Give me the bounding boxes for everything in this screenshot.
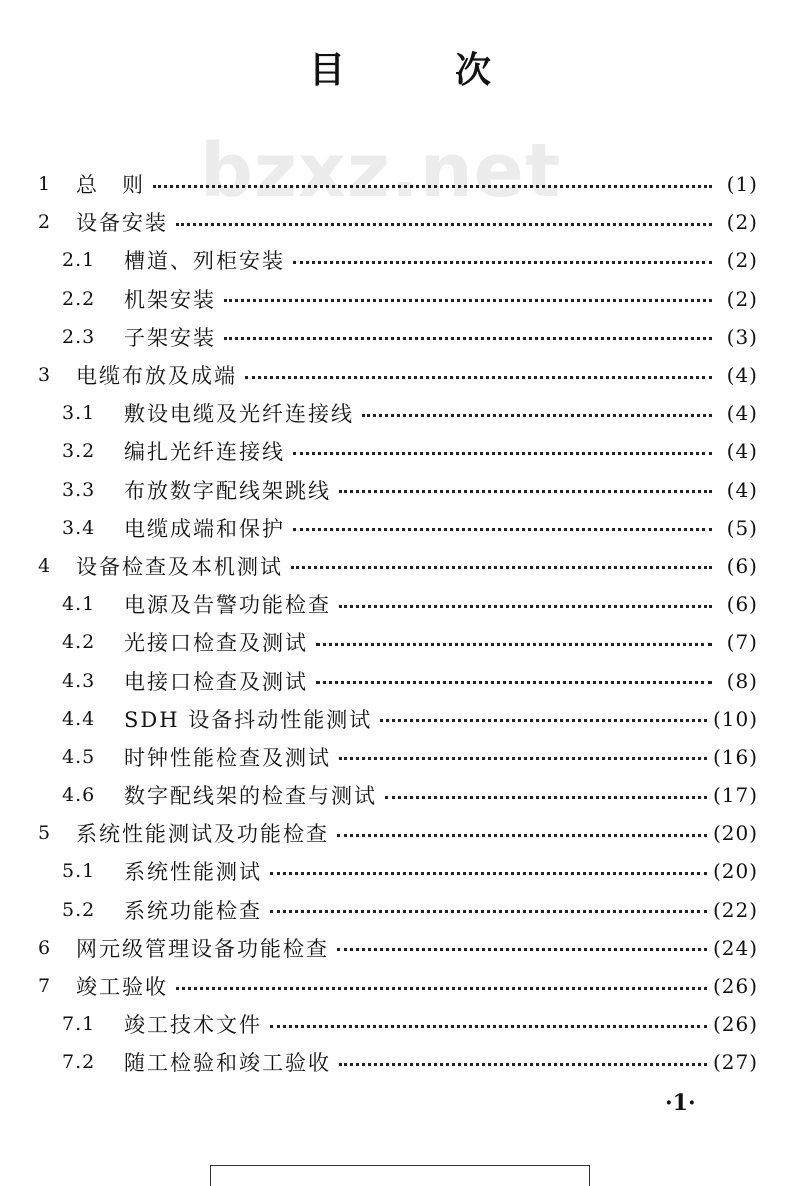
toc-entry[interactable] bbox=[38, 394, 758, 432]
dot-leader bbox=[293, 452, 712, 455]
toc-entry-number: 4.2 bbox=[62, 631, 96, 654]
toc-entry-number: 3.1 bbox=[62, 402, 96, 425]
toc-entry-number: 4 bbox=[38, 554, 52, 577]
page-number: ·1· bbox=[665, 1090, 696, 1116]
toc-entry-label: 布放数字配线架跳线 bbox=[124, 478, 331, 503]
dot-leader bbox=[385, 796, 707, 799]
toc-entry-label: 光接口检查及测试 bbox=[124, 631, 308, 656]
toc-entry-number: 7.2 bbox=[62, 1051, 96, 1074]
toc-entry-page: (8) bbox=[726, 668, 758, 693]
dot-leader bbox=[339, 490, 712, 493]
toc-entry-label: 编扎光纤连接线 bbox=[124, 440, 285, 465]
toc-entry-label: SDH 设备抖动性能测试 bbox=[124, 707, 373, 732]
dot-leader bbox=[245, 376, 712, 379]
toc-entry[interactable] bbox=[38, 585, 758, 623]
toc-entry-number: 7.1 bbox=[62, 1013, 96, 1036]
dot-leader bbox=[337, 834, 707, 837]
toc-entry[interactable] bbox=[38, 432, 758, 470]
toc-entry[interactable] bbox=[38, 241, 758, 279]
toc-entry-number: 5 bbox=[38, 822, 52, 845]
toc-entry-page: (26) bbox=[712, 974, 758, 999]
toc-entry-number: 2 bbox=[38, 211, 52, 234]
dot-leader bbox=[153, 185, 712, 188]
toc-entry-label: 随工检验和竣工验收 bbox=[124, 1051, 331, 1076]
dot-leader bbox=[316, 643, 712, 646]
toc-entry-label: 敷设电缆及光纤连接线 bbox=[124, 402, 354, 427]
toc-entry-page: (4) bbox=[726, 439, 758, 464]
dot-leader bbox=[224, 299, 712, 302]
toc-entry-label: 电缆成端和保护 bbox=[124, 516, 285, 541]
toc-entry-number: 4.1 bbox=[62, 593, 96, 616]
toc-entry-page: (7) bbox=[726, 630, 758, 655]
toc-entry[interactable] bbox=[38, 280, 758, 318]
title-char-1: 目 bbox=[308, 50, 345, 91]
toc-entry-page: (17) bbox=[712, 783, 758, 808]
toc-entry-page: (16) bbox=[712, 744, 758, 769]
toc-entry-label: 槽道、列柜安装 bbox=[124, 249, 285, 274]
dot-leader bbox=[337, 948, 707, 951]
toc-entry-label: 总 则 bbox=[76, 173, 145, 198]
toc-entry[interactable] bbox=[38, 471, 758, 509]
dot-leader bbox=[291, 566, 712, 569]
toc-entry-page: (20) bbox=[712, 859, 758, 884]
toc-entry-number: 4.4 bbox=[62, 707, 96, 730]
toc-entry-label: 系统性能测试 bbox=[124, 860, 262, 885]
toc-entry-label: 电接口检查及测试 bbox=[124, 669, 308, 694]
toc-entry-label: 竣工技术文件 bbox=[124, 1013, 262, 1038]
toc-entry[interactable] bbox=[38, 547, 758, 585]
toc-entry-page: (5) bbox=[726, 515, 758, 540]
toc-entry-page: (4) bbox=[726, 363, 758, 388]
toc-entry[interactable] bbox=[38, 738, 758, 776]
toc-entry-number: 3.2 bbox=[62, 440, 96, 463]
toc-entry-label: 设备安装 bbox=[76, 211, 168, 236]
dot-leader bbox=[380, 719, 707, 722]
toc-entry-number: 3.3 bbox=[62, 478, 96, 501]
footer-box bbox=[210, 1165, 590, 1186]
toc-entry-number: 2.3 bbox=[62, 325, 96, 348]
toc-entry-label: 系统功能检查 bbox=[124, 898, 262, 923]
toc-entry[interactable] bbox=[38, 203, 758, 241]
toc-entry[interactable] bbox=[38, 929, 758, 967]
toc-entry-page: (20) bbox=[712, 821, 758, 846]
toc-entry-number: 1 bbox=[38, 173, 52, 196]
toc-entry-number: 3 bbox=[38, 364, 52, 387]
toc-entry-number: 5.1 bbox=[62, 860, 96, 883]
dot-leader bbox=[293, 261, 712, 264]
toc-entry-page: (4) bbox=[726, 477, 758, 502]
toc-entry-page: (2) bbox=[726, 286, 758, 311]
dot-leader bbox=[339, 605, 712, 608]
toc-entry-page: (27) bbox=[712, 1050, 758, 1075]
toc-entry-label: 竣工验收 bbox=[76, 975, 168, 1000]
toc-entry[interactable] bbox=[38, 852, 758, 890]
toc-entry-page: (10) bbox=[712, 706, 758, 731]
toc-entry[interactable] bbox=[38, 967, 758, 1005]
page-title bbox=[0, 42, 800, 93]
dot-leader bbox=[270, 872, 707, 875]
toc-entry-number: 5.2 bbox=[62, 898, 96, 921]
toc-entry[interactable] bbox=[38, 623, 758, 661]
dot-leader bbox=[339, 757, 707, 760]
toc-entry-page: (6) bbox=[726, 592, 758, 617]
toc-entry[interactable] bbox=[38, 356, 758, 394]
toc-entry[interactable] bbox=[38, 661, 758, 699]
toc-entry-number: 6 bbox=[38, 936, 52, 959]
toc-entry[interactable] bbox=[38, 700, 758, 738]
toc-entry-label: 系统性能测试及功能检查 bbox=[76, 822, 329, 847]
toc-entry-number: 4.5 bbox=[62, 745, 96, 768]
toc-entry[interactable] bbox=[38, 1005, 758, 1043]
dot-leader bbox=[362, 414, 712, 417]
toc-entry[interactable] bbox=[38, 891, 758, 929]
toc-entry-page: (6) bbox=[726, 553, 758, 578]
dot-leader bbox=[224, 337, 712, 340]
toc-entry-number: 2.2 bbox=[62, 287, 96, 310]
toc-entry-page: (1) bbox=[726, 172, 758, 197]
toc-entry-label: 子架安装 bbox=[124, 325, 216, 350]
dot-leader bbox=[339, 1063, 707, 1066]
toc-entry-number: 4.6 bbox=[62, 784, 96, 807]
dot-leader bbox=[270, 1025, 707, 1028]
toc-entry-label: 机架安装 bbox=[124, 287, 216, 312]
toc-entry-page: (2) bbox=[726, 210, 758, 235]
toc-entry-number: 4.3 bbox=[62, 669, 96, 692]
toc-entry-number: 2.1 bbox=[62, 249, 96, 272]
toc-entry-label: 数字配线架的检查与测试 bbox=[124, 784, 377, 809]
dot-leader bbox=[270, 910, 707, 913]
table-of-contents bbox=[38, 165, 758, 1082]
toc-entry-label: 电源及告警功能检查 bbox=[124, 593, 331, 618]
toc-entry-page: (4) bbox=[726, 401, 758, 426]
toc-entry[interactable] bbox=[38, 1043, 758, 1081]
toc-entry[interactable] bbox=[38, 165, 758, 203]
toc-entry[interactable] bbox=[38, 318, 758, 356]
toc-entry[interactable] bbox=[38, 509, 758, 547]
toc-entry-label: 网元级管理设备功能检查 bbox=[76, 936, 329, 961]
toc-entry-page: (22) bbox=[712, 897, 758, 922]
dot-leader bbox=[176, 987, 707, 990]
toc-entry-number: 7 bbox=[38, 975, 52, 998]
toc-entry-page: (3) bbox=[726, 324, 758, 349]
toc-entry-page: (26) bbox=[712, 1012, 758, 1037]
dot-leader bbox=[293, 528, 712, 531]
toc-entry-page: (2) bbox=[726, 248, 758, 273]
toc-entry-number: 3.4 bbox=[62, 516, 96, 539]
dot-leader bbox=[176, 223, 712, 226]
toc-entry-label: 电缆布放及成端 bbox=[76, 364, 237, 389]
toc-entry-label: 设备检查及本机测试 bbox=[76, 554, 283, 579]
dot-leader bbox=[316, 681, 712, 684]
toc-entry-label: 时钟性能检查及测试 bbox=[124, 745, 331, 770]
toc-entry-page: (24) bbox=[712, 935, 758, 960]
toc-entry[interactable] bbox=[38, 814, 758, 852]
watermark: bzxz.net bbox=[200, 128, 562, 214]
title-char-2: 次 bbox=[455, 50, 492, 91]
toc-entry[interactable] bbox=[38, 776, 758, 814]
